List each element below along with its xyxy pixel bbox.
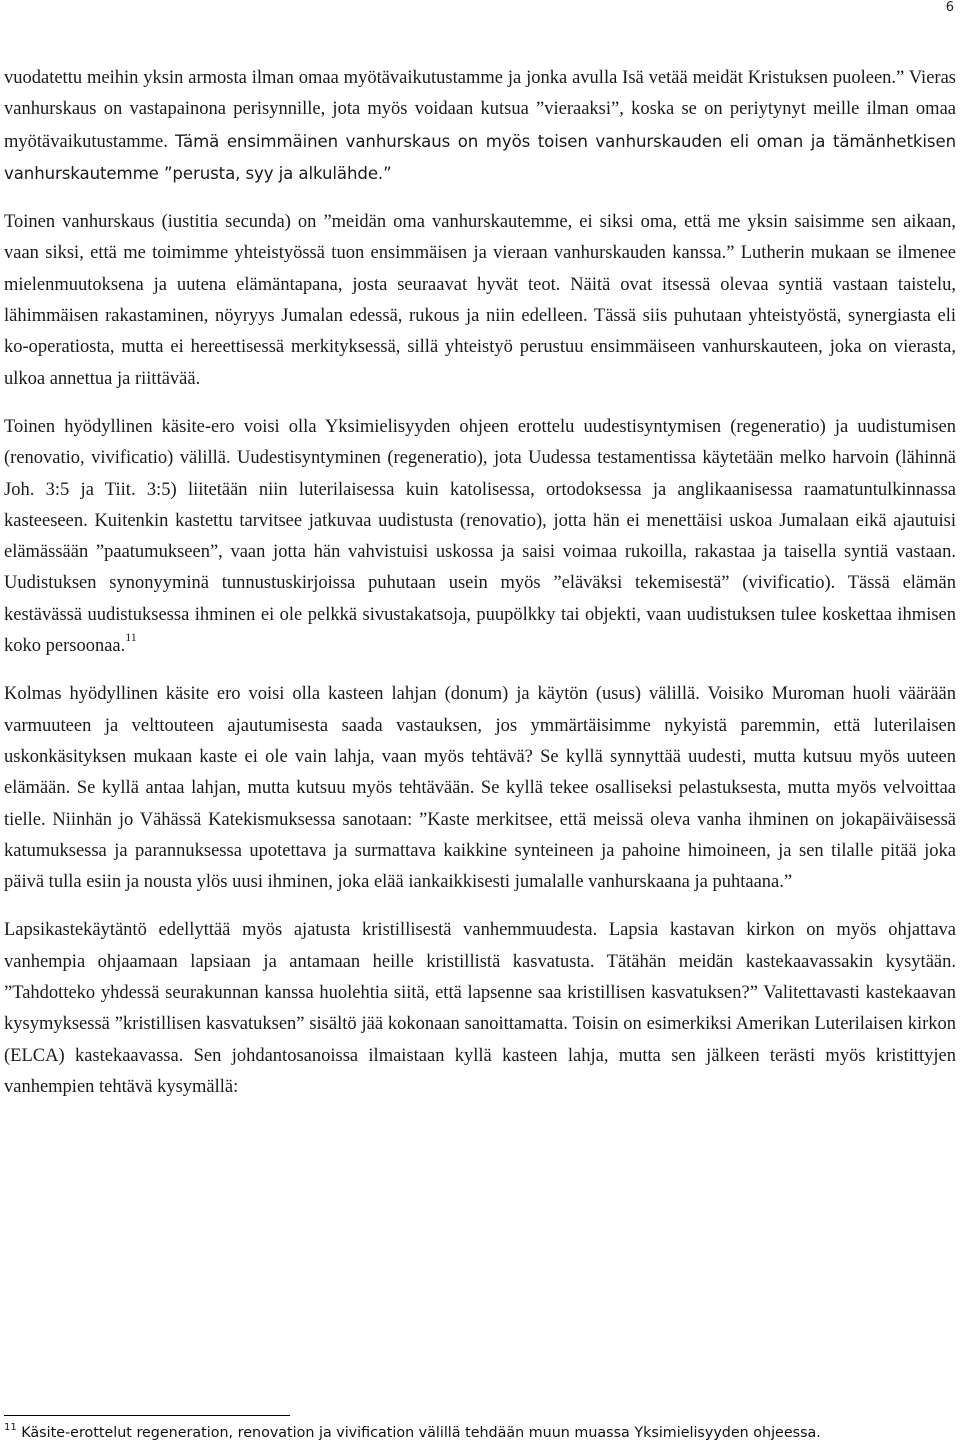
- paragraph-2: Toinen vanhurskaus (iustitia secunda) on ”meidän oma vanhurskautemme, ei siksi oma, että me yksin saisimme sen aikaan, vaan siksi, että me toimimme yhteistyössä tuon ensimmäisen ja vieraan vanhurskauden kanssa.” Lutherin mukaan se ilmenee mielenmuutoksena ja uutena elämäntapana, josta seuraavat hyvät teot. Näitä ovat itsessä olevaa syntiä vastaan taistelu, lähimmäisen rakastaminen, nöyryys Jumalan edessä, rukous ja niin edelleen. Tässä siis puhutaan yhteistyöstä, synergiasta eli ko-operatiosta, mutta ei hereettisessä merkityksessä, sillä yhteistyö perustuu ensimmäiseen vanhurskauteen, joka on vierasta, ulkoa annettua ja riittävää.: [4, 212, 956, 389]
- page-body: [4, 63, 956, 1103]
- paragraph-1: [4, 63, 956, 190]
- page-number: 6: [945, 0, 954, 15]
- paragraph-3-text: Toinen hyödyllinen käsite-ero voisi olla Yksimielisyyden ohjeen erottelu uudestisyntymisen (regeneratio) ja uudistumisen (renovatio, vivificatio) välillä. Uudestisyntyminen (regeneratio), jota Uudessa testamentissa käytetään melko harvoin (lähinnä Joh. 3:5 ja Tiit. 3:5) liitetään niin luterilaisessa kuin katolisessa, ortodoksessa ja anglikaanisessa raamatuntulkinnassa kasteeseen. Kuitenkin kastettu tarvitsee jatkuvaa uudistusta (renovatio), jotta hän ei menettäisi uskoa Jumalaan eikä ajautuisi elämässään ”paatumukseen”, vaan jotta hän vahvistuisi uskossa ja saisi voimaa rukoilla, rakastaa ja taisella syntiä vastaan. Uudistuksen synonyyminä tunnustuskirjoissa puhutaan usein myös ”eläväksi tekemisestä” (vivificatio). Tässä elämän kestävässä uudistuksessa ihminen ei ole pelkkä sivustakatsoja, puupölkky tai objekti, vaan uudistuksen tulee koskettaa ihmisen koko persoonaa.: [4, 416, 956, 657]
- paragraph-4: Kolmas hyödyllinen käsite ero voisi olla kasteen lahjan (donum) ja käytön (usus) välillä. Voisiko Muroman huoli väärään varmuuteen ja velttouteen ajautumisesta saada vastauksen, jos ymmärtäisimme nykyistä paremmin, että luterilaisen uskonkäsityksen mukaan kaste ei ole vain lahja, vaan myös tehtävä? Se kyllä synnyttää uudesti, mutta kutsuu myös uuteen elämään. Se kyllä antaa lahjan, mutta kutsuu myös tehtävään. Se kyllä tekee osalliseksi pelastuksesta, mutta myös velvoittaa tielle. Niinhän jo Vähässä Katekismuksessa sanotaan: ”Kaste merkitsee, että meissä oleva vanha ihminen on jokapäiväisessä katumuksessa ja parannuksessa upotettava ja surmattava kaikkine synteineen ja pahoine himoineen, ja sen tilalle pitää joka päivä tulla esiin ja nousta ylös uusi ihminen, joka elää iankaikkisesti jumalalle vanhurskaana ja puhtaana.”: [4, 684, 956, 893]
- footnote-number: 11: [4, 1422, 17, 1433]
- footnote-divider: [4, 1415, 290, 1416]
- footnote-text: Käsite-erottelut regeneration, renovation ja vivification välillä tehdään muun muassa Yksimielisyyden ohjeessa.: [21, 1425, 821, 1441]
- paragraph-5: Lapsikastekäytäntö edellyttää myös ajatusta kristillisestä vanhemmuudesta. Lapsia kastavan kirkon on myös ohjattava vanhempia ohjaamaan lapsiaan ja antamaan heille kristillistä kasvatusta. Tätähän meidän kastekaavassakin kysytään. ”Tahdotteko yhdessä seurakunnan kanssa huolehtia siitä, että lapsenne saa kristillisen kasvatuksen?” Valitettavasti kastekaavan kysymyksessä ”kristillisen kasvatuksen” sisältö jää kokonaan sanoittamatta. Toisin on esimerkiksi Amerikan Luterilaisen kirkon (ELCA) kastekaavassa. Sen johdantosanoissa ilmaistaan kyllä kasteen lahja, mutta sen jälkeen terästi myös kristittyjen vanhempien tehtävä kysymällä:: [4, 920, 956, 1097]
- footnote: [4, 1421, 956, 1445]
- paragraph-1-text: vuodatettu meihin yksin armosta ilman omaa myötävaikutustamme ja jonka avulla Isä vetää meidät Kristuksen puoleen.” Vieras vanhurskaus on vastapainona perisynnille, jota myös voidaan kutsua ”vieraaksi”, koska se on periytynyt meille ilman omaa myötävaikutustamme.: [4, 68, 956, 152]
- paragraph-3: [4, 412, 956, 662]
- paragraph-1-sans-text: Tämä ensimmäinen vanhurskaus on myös toisen vanhurskauden eli oman ja tämänhetkisen vanhurskautemme ”perusta, syy ja alkulähde.”: [4, 131, 956, 183]
- footnote-reference[interactable]: 11: [125, 630, 137, 645]
